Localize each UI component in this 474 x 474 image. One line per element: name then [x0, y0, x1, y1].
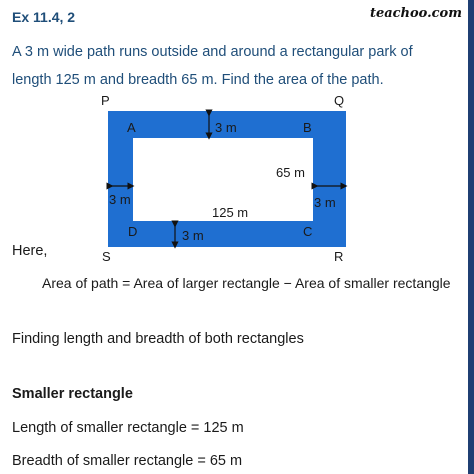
right-width-label: 3 m — [314, 195, 336, 210]
top-width-label: 3 m — [215, 120, 237, 135]
exercise-title: Ex 11.4, 2 — [12, 9, 76, 25]
bottom-width-label: 3 m — [182, 228, 204, 243]
smaller-rectangle-heading: Smaller rectangle — [12, 386, 133, 402]
corner-r: R — [334, 249, 344, 264]
question-line-1: A 3 m wide path runs outside and around a rectangular park of — [12, 44, 413, 60]
corner-q: Q — [334, 93, 345, 108]
corner-d: D — [128, 224, 138, 239]
corner-a: A — [127, 120, 136, 135]
corner-p: P — [101, 93, 110, 108]
question-line-2: length 125 m and breadth 65 m. Find the area of the path. — [12, 72, 384, 88]
here-label: Here, — [12, 243, 48, 259]
breadth-line: Breadth of smaller rectangle = 65 m — [12, 453, 243, 469]
corner-c: C — [303, 224, 313, 239]
length-label: 125 m — [212, 205, 249, 220]
length-line: Length of smaller rectangle = 125 m — [12, 420, 244, 436]
corner-s: S — [102, 249, 111, 264]
brand-logo: teachoo.com — [369, 6, 462, 21]
finding-line: Finding length and breadth of both rectangles — [12, 331, 304, 347]
corner-b: B — [303, 120, 312, 135]
breadth-label: 65 m — [276, 165, 305, 180]
left-width-label: 3 m — [109, 192, 131, 207]
formula-line: Area of path = Area of larger rectangle − Area of smaller rectangle — [42, 275, 451, 291]
